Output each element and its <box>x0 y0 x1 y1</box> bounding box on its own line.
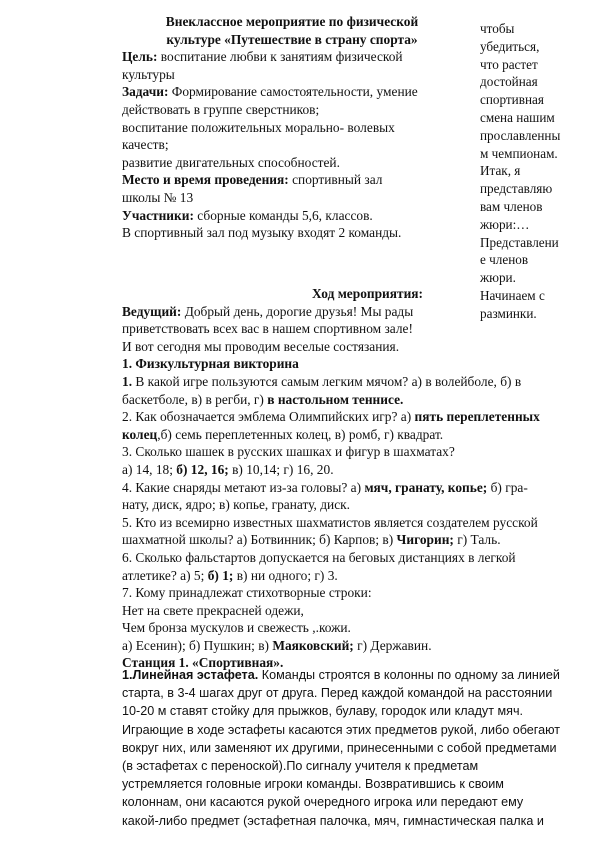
q4-text-1b: б) гра- <box>487 479 528 495</box>
place-text: спортивный зал <box>288 172 383 188</box>
q5-text-2b: г) Таль. <box>453 532 501 548</box>
relay-line: старта, в 3-4 шагах друг от друга. Перед каждой командой на расстоянии <box>122 686 553 701</box>
relay-line: какой-либо предмет (эстафетная палочка, мяч, гимнастическая палка и <box>122 813 544 828</box>
place-line-2: школы № 13 <box>122 189 194 205</box>
q1-answer: в настольном теннисе. <box>267 391 404 407</box>
side-line: Итак, я <box>480 163 521 179</box>
q6-text-2b: в) ни одного; г) 3. <box>233 567 338 583</box>
intro-block <box>122 13 462 242</box>
host-text: Добрый день, дорогие друзья! Мы рады <box>181 303 414 319</box>
side-line: прославленны <box>480 127 561 143</box>
side-line: что растет <box>480 56 538 72</box>
side-line: Начинаем с <box>480 287 545 303</box>
q6-line-2 <box>122 567 562 585</box>
q2-text-2: ,б) семь переплетенных колец, в) ромб, г) квадрат. <box>157 426 444 442</box>
q6-line-1: 6. Сколько фальстартов допускается на беговых дистанциях в легкой <box>122 549 516 565</box>
q4-answer: мяч, гранату, копье; <box>364 479 488 495</box>
q4-line-2: нату, диск, ядро; в) копье, гранату, диск. <box>122 497 350 513</box>
relay-line: колоннам, они касаются рукой очередного игрока или передают ему <box>122 795 524 810</box>
side-line: вам членов <box>480 198 543 214</box>
tasks-line <box>122 83 462 101</box>
side-line: жюри. <box>480 270 516 286</box>
q6-answer: б) 1; <box>207 567 234 583</box>
q2-line-2 <box>122 426 562 444</box>
q7-text-4a: а) Есенин); б) Пушкин; в) <box>122 637 273 653</box>
q5-line-2 <box>122 531 562 549</box>
q2-line-1 <box>122 408 562 426</box>
side-line: убедиться, <box>480 38 540 54</box>
q1-text-2: баскетболе, в) в регби, г) <box>122 391 268 407</box>
q3-text-2b: в) 10,14; г) 16, 20. <box>228 461 334 477</box>
relay-paragraph <box>122 666 562 830</box>
relay-line: 10-20 м ставят стойку для прыжков, булаву, городок или кладут мяч. <box>122 704 524 719</box>
entry-line: В спортивный зал под музыку входят 2 команды. <box>122 225 402 241</box>
quiz-heading: 1. Физкультурная викторина <box>122 356 299 372</box>
side-line: чтобы <box>480 21 515 36</box>
q4-line-1 <box>122 479 562 497</box>
host-label: Ведущий: <box>122 303 182 319</box>
participants-text: сборные команды 5,6, классов. <box>193 207 373 223</box>
place-label: Место и время проведения: <box>122 172 289 188</box>
side-line: достойная <box>480 74 538 90</box>
q7-line-1: 7. Кому принадлежат стихотворные строки: <box>122 585 372 601</box>
relay-line: Играющие в ходе эстафеты касаются этих предметов рукой, либо обегают <box>122 722 561 737</box>
relay-label: 1.Линейная эстафета. <box>122 668 259 682</box>
tasks-line-4: качеств; <box>122 137 169 153</box>
host-line-1 <box>122 303 562 321</box>
side-line: Представлени <box>480 234 559 250</box>
q2-text: 2. Как обозначается эмблема Олимпийских игр? а) <box>122 409 415 425</box>
q3-line-1: 3. Сколько шашек в русских шашках и фигур в шахматах? <box>122 444 455 460</box>
relay-line-1 <box>122 666 562 684</box>
side-line: представляю <box>480 181 553 197</box>
q7-text-4b: г) Державин. <box>353 637 432 653</box>
relay-line: устремляется головные игроки команды. Возвратившись к своим <box>122 777 504 792</box>
q6-text-2a: атлетике? а) 5; <box>122 567 208 583</box>
side-line: спортивная <box>480 92 544 108</box>
relay-text: Команды строятся в колонны по одному за линией <box>258 668 560 682</box>
q3-line-2 <box>122 461 562 479</box>
tasks-line-5: развитие двигательных способностей. <box>122 154 340 170</box>
relay-line: вокруг них, или заменяют их другими, принесенными с собой предметами <box>122 740 557 755</box>
q7-line-3: Чем бронза мускулов и свежесть ,.кожи. <box>122 620 351 636</box>
q2-answer-2: колец <box>122 426 158 442</box>
q5-text-2a: шахматной школы? а) Ботвинник; б) Карпов; в) <box>122 532 397 548</box>
q1-line-2 <box>122 391 562 409</box>
host-line-3: И вот сегодня мы проводим веселые состязания. <box>122 338 400 354</box>
title-line-1: Внеклассное мероприятие по физической <box>165 14 419 29</box>
place-line <box>122 171 462 189</box>
q3-answer: б) 12, 16; <box>176 461 229 477</box>
q7-line-4 <box>122 637 562 655</box>
q7-line-2: Нет на свете прекрасней одежи, <box>122 602 304 618</box>
station-heading: Станция 1. «Спортивная». <box>122 655 284 671</box>
side-line: разминки. <box>480 305 537 321</box>
side-line: смена нашим <box>480 109 555 125</box>
q1-text: В какой игре пользуются самым легким мячом? а) в волейболе, б) в <box>132 373 522 389</box>
goal-text: воспитание любви к занятиям физической <box>157 49 403 65</box>
goal-label: Цель: <box>122 49 158 65</box>
q2-answer: пять переплетенных <box>414 409 540 425</box>
side-line: е членов <box>480 252 529 268</box>
goal-line <box>122 48 462 66</box>
course-block <box>122 285 562 672</box>
q3-text-2a: а) 14, 18; <box>122 461 177 477</box>
side-line: м чемпионам. <box>480 145 558 161</box>
tasks-line-3: воспитание положительных морально- волевых <box>122 119 395 135</box>
q1-line-1 <box>122 373 562 391</box>
q5-answer: Чигорин; <box>396 532 454 548</box>
q5-line-1: 5. Кто из всемирно известных шахматистов является создателем русской <box>122 514 538 530</box>
q7-answer: Маяковский; <box>272 637 354 653</box>
tasks-label: Задачи: <box>122 84 169 100</box>
host-line-2: приветствовать всех вас в нашем спортивном зале! <box>122 321 413 337</box>
tasks-text: Формирование самостоятельности, умение <box>168 84 418 100</box>
participants-label: Участники: <box>122 207 194 223</box>
relay-line: (в эстафетах с переноской).По сигналу учителя к предметам <box>122 759 479 774</box>
q1-number: 1. <box>122 373 133 389</box>
goal-line-2: культуры <box>122 66 175 82</box>
q4-text-1a: 4. Какие снаряды метают из-за головы? а) <box>122 479 365 495</box>
side-line: жюри:… <box>480 216 530 232</box>
side-column <box>480 20 580 323</box>
course-heading: Ход мероприятия: <box>312 286 424 301</box>
title-line-2: культуре «Путешествие в страну спорта» <box>166 31 418 47</box>
participants-line <box>122 207 462 225</box>
tasks-line-2: действовать в группе сверстников; <box>122 101 320 117</box>
